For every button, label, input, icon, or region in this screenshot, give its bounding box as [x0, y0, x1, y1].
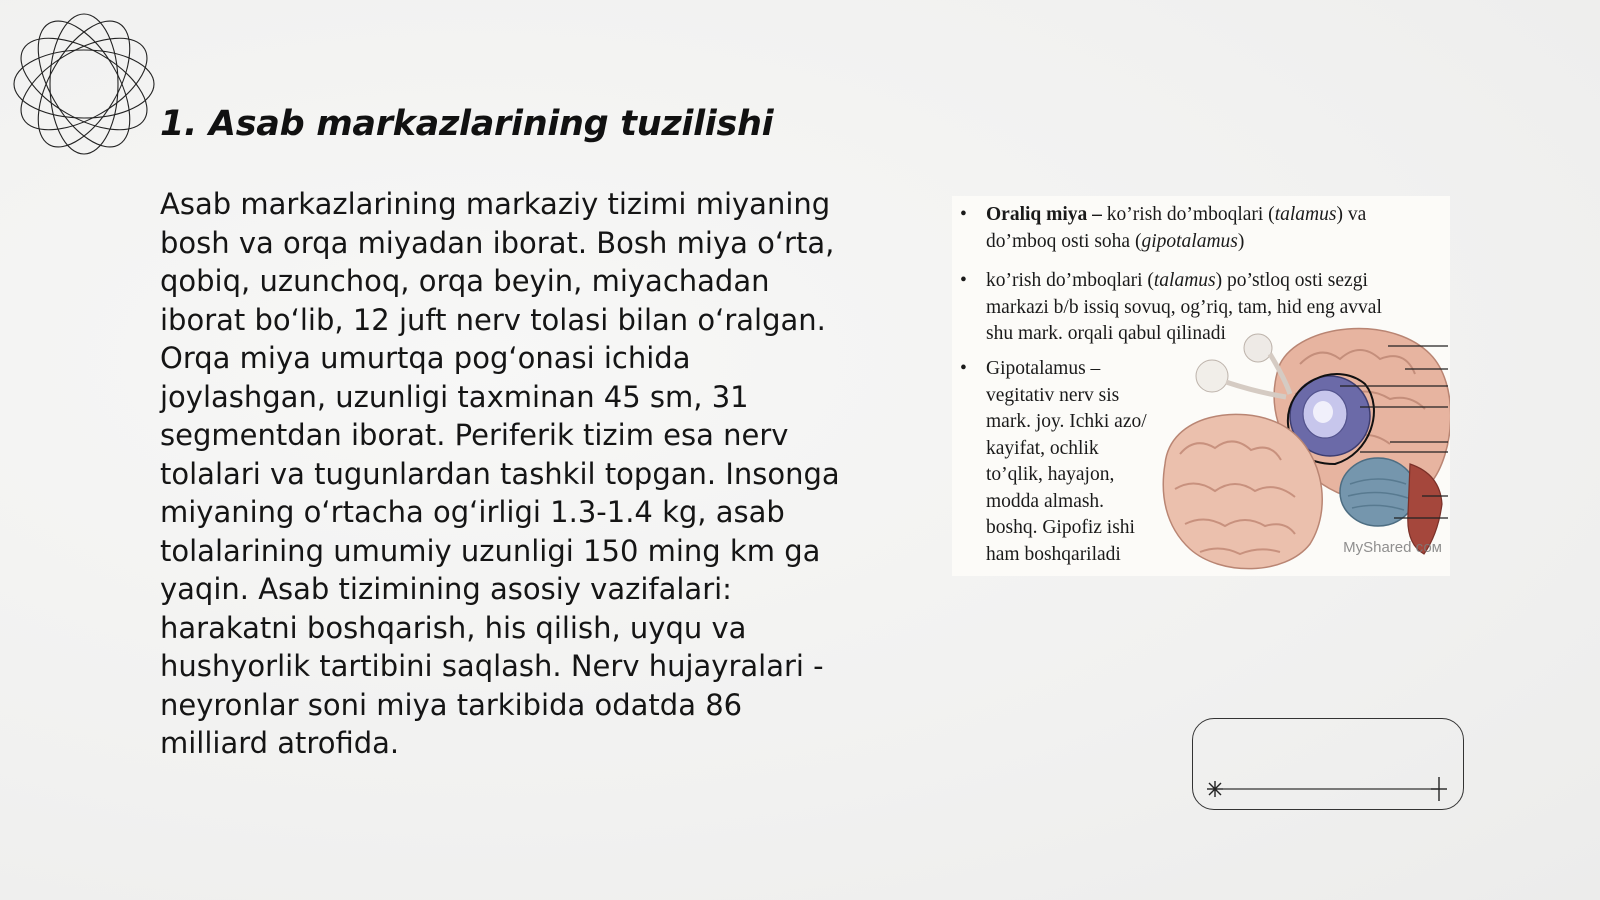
sparkle-icon	[1207, 781, 1223, 797]
slide-body-text: Asab markazlarining markaziy tizimi miyaning bosh va orqa miyadan iborat. Bosh miya o‘rta, qobiq, uzunchoq, orqa beyin, miyachadan iborat bo‘lib, 12 juft nerv tolasi bilan o‘ralgan. Orqa miya umurtqa pog‘onasi ichida joylashgan, uzunligi taxminan 45 sm, 31 segmentdan iborat. Periferik tizim esa nerv tolalari va tugunlardan tashkil topgan. Insonga miyaning o‘rtacha og‘irligi 1.3-1.4 kg, asab tolalarining umumiy uzunligi 150 ming km ga yaqin. Asab tizimining asosiy vazifalari: harakatni boshqarish, his qilish, uyqu va hushyorlik tartibini saqlash. Nerv hujayralari - neyronlar soni miya tarkibida odatda 86 milliard atrofida.	[160, 187, 840, 760]
bullet-icon: •	[960, 358, 967, 379]
bullet-icon: •	[960, 270, 967, 291]
figure-bullet-oraliq-miya: • Oraliq miya – ko’rish do’mboqlari (talamus) va do’mboq osti soha (gipotalamus)	[960, 204, 1367, 252]
bullet-icon: •	[960, 204, 967, 225]
rosette-decoration-icon	[8, 8, 160, 160]
brain-illustration	[1160, 314, 1450, 576]
brain-diagram-figure	[952, 196, 1450, 576]
figure-bullet-gipotalamus: • Gipotalamus – vegitativ nerv sis mark. joy. Ichki azo/ kayifat, ochlik to’qlik, hayajon, modda almash. boshq. Gipofiz ishi ham boshqariladi	[960, 358, 1147, 565]
decorative-line-box	[1192, 718, 1464, 810]
watermark-text: MyShared сом	[1343, 539, 1442, 556]
cross-star-icon	[1431, 777, 1447, 801]
figure-bullet-talamus: • ko’rish do’mboqlari (talamus) po’stloq osti sezgi markazi b/b issiq sovuq, og’riq, tam, hid eng avval shu mark. orqali qabul qilinadi	[960, 270, 1382, 344]
slide-title: 1. Asab markazlarining tuzilishi	[160, 104, 774, 144]
